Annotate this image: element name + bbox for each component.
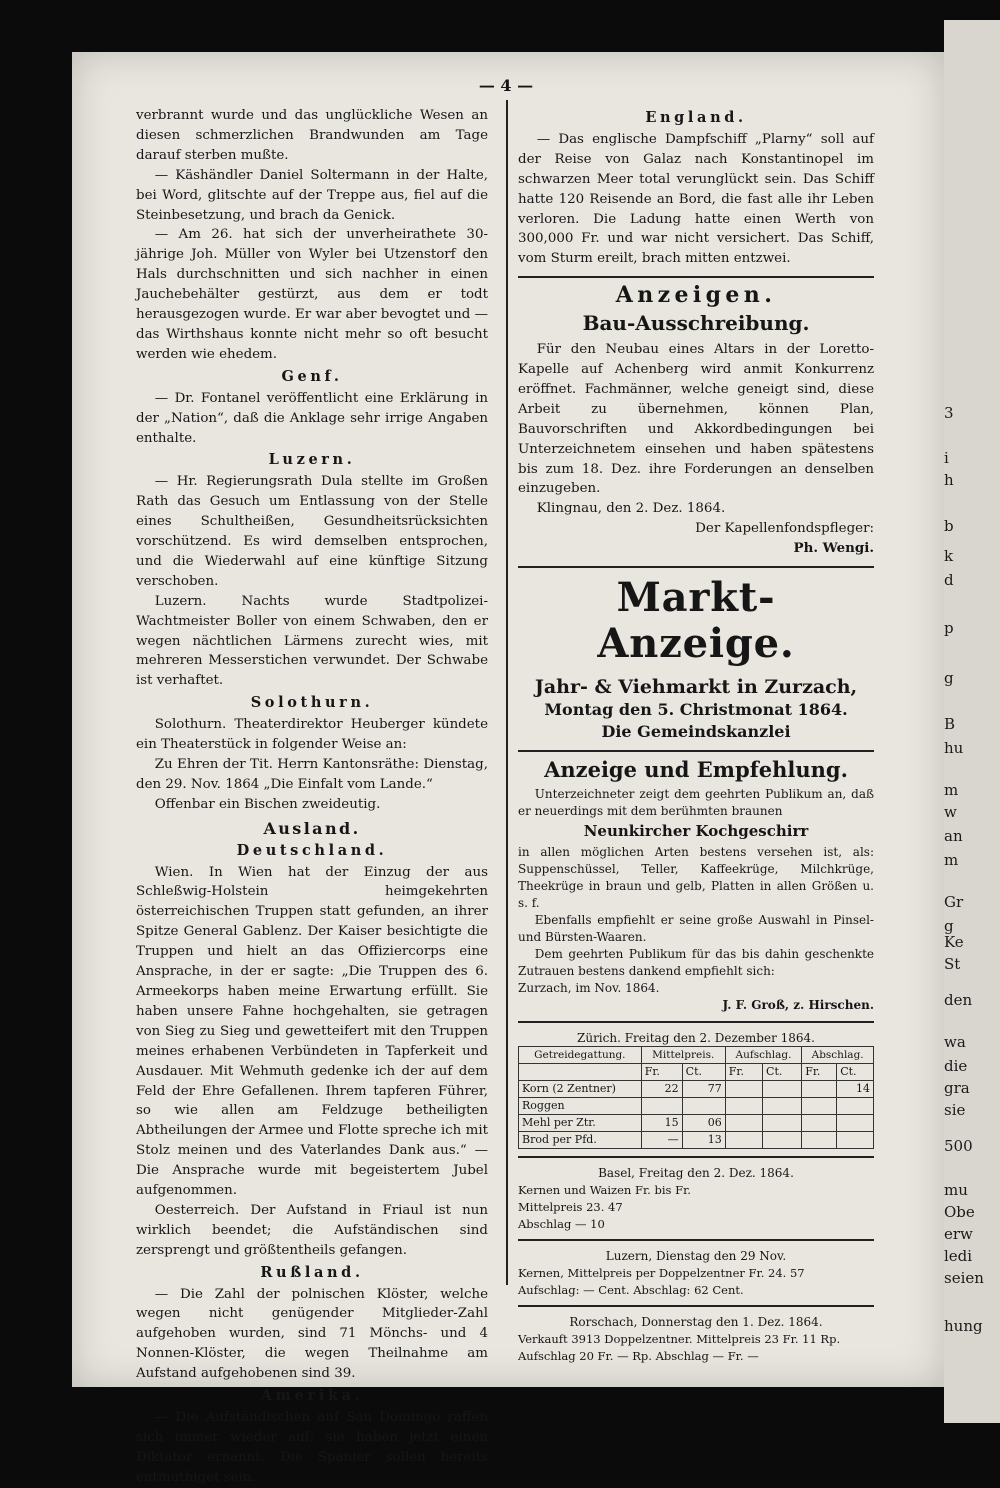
page-number: — 4 — [478,76,534,95]
section-heading-anzeigen: Anzeigen. [615,282,777,309]
table-cell: 77 [682,1080,725,1097]
ad-place-date: Zurzach, im Nov. 1864. [518,980,660,995]
edge-fragment: w [944,804,957,820]
ad-text: in allen möglichen Arten bestens versehen ist, als: Suppenschüssel, Teller, Kaffeekrüge, Milchkrüge, Theekrüge in braun und gelb, Platten in allen Größen u. s. f. [518,844,874,910]
table-cell: Ct. [682,1063,725,1080]
ad-title: Anzeige und Empfehlung. [544,757,848,783]
edge-fragment: 500 [944,1138,973,1154]
edge-fragment: gra [944,1080,970,1096]
article-paragraph: Oesterreich. Der Aufstand in Friaul ist nun wirklich beendet; die Aufständischen sind zersprengt und größtentheils gefangen. [136,1202,488,1258]
table-header: Mittelpreis. [641,1046,725,1063]
table-cell: Korn (2 Zentner) [519,1080,642,1097]
ad-title: Markt-Anzeige. [597,574,795,668]
edge-fragment: Gr [944,894,964,910]
table-cell [763,1131,802,1148]
section-heading-genf: Genf. [281,367,343,385]
article-paragraph: — Dr. Fontanel veröffentlicht eine Erklärung in der „Nation“, daß die Anklage sehr irrige Angaben enthalte. [136,390,488,446]
edge-fragment: m [944,782,959,798]
section-heading-ausland: Ausland. [263,818,361,838]
table-row [519,1080,874,1097]
article-paragraph: Zu Ehren der Tit. Herrn Kantonsräthe: Dienstag, den 29. Nov. 1864 „Die Einfalt vom Lande.“ [136,757,488,792]
article-paragraph: — Hr. Regierungsrath Dula stellte im Großen Rath das Gesuch um Entlassung von der Stelle eines Schultheißen, Gesundheitsrücksichten vorschützend. Es wird demselben entsprochen, und die Wiederwahl auf eine künftige Sitzung verschoben. [136,474,488,589]
edge-fragment: g [944,670,954,686]
section-heading-solothurn: Solothurn. [250,694,374,712]
article-paragraph: Solothurn. Theaterdirektor Heuberger kündete ein Theaterstück in folgender Weise an: [136,717,488,753]
table-row [519,1131,874,1148]
table-cell [682,1097,725,1114]
table-cell: Mehl per Ztr. [519,1114,642,1131]
table-cell [519,1063,642,1080]
table-cell [802,1097,837,1114]
article-paragraph: Offenbar ein Bischen zweideutig. [154,796,381,812]
edge-fragment: erw [944,1226,973,1242]
table-cell [725,1097,762,1114]
table-cell [725,1131,762,1148]
divider [518,566,874,568]
table-header: Abschlag. [802,1046,874,1063]
table-cell [725,1080,762,1097]
article-paragraph: — Das englische Dampfschiff „Plarny“ soll auf der Reise von Galaz nach Konstantinopel im schwarzen Meer total verunglückt sein. Das Schiff hatte 120 Reisende an Bord, die fast alle ihr Leben verloren. Die Ladung hatte einen Werth von 300,000 Fr. und war nicht versichert. Das Schiff, vom Sturm ereilt, brach mitten entzwei. [518,131,874,267]
ad-headline: Montag den 5. Christmonat 1864. [544,700,848,720]
ad-text: Dem geehrten Publikum für das bis dahin geschenkte Zutrauen bestens dankend empfiehlt sich: [518,946,874,978]
table-row [519,1114,874,1131]
table-cell [837,1097,874,1114]
market-report-line: Aufschlag: — Cent. Abschlag: 62 Cent. [518,1282,744,1297]
edge-fragment: B [944,716,956,732]
table-cell: 15 [641,1114,682,1131]
ad-signature-name: Ph. Wengi. [793,540,874,557]
left-column [136,106,488,1488]
ad-place-date: Klingnau, den 2. Dez. 1864. [536,501,726,517]
section-heading-amerika: Amerika. [260,1387,364,1405]
table-cell [802,1131,837,1148]
ad-signature-name: J. F. Groß, z. Hirschen. [722,997,874,1012]
table-cell [763,1080,802,1097]
table-cell: 14 [837,1080,874,1097]
table-cell: Roggen [519,1097,642,1114]
table-cell: 22 [641,1080,682,1097]
section-heading-england: England. [645,109,747,126]
edge-fragment: seien [944,1270,984,1286]
divider [518,1305,874,1307]
adjacent-page-edge [944,20,1000,1423]
article-paragraph: Luzern. Nachts wurde Stadtpolizei-Wachtmeister Boller von einem Schwaben, den er wegen nächtlichen Lärmens zurecht wies, mit mehreren Messerstichen verwundet. Der Schwabe ist verhaftet. [136,593,488,689]
edge-fragment: m [944,852,959,868]
market-report-heading: Luzern, Dienstag den 29 Nov. [605,1248,787,1263]
ad-text: Für den Neubau eines Altars in der Loretto-Kapelle auf Achenberg wird anmit Konkurrenz eröffnet. Fachmänner, welche geneigt sind, diese Arbeit zu übernehmen, können Plan, Bauvorschriften und Akkordbedingungen bei Unterzeichnetem einsehen und haben spätestens bis zum 18. Dez. ihre Forderungen an denselben einzugeben. [518,342,874,497]
ad-text: Ebenfalls empfiehlt er seine große Auswahl in Pinsel- und Bürsten-Waaren. [518,912,874,944]
market-report-line: Kernen, Mittelpreis per Doppelzentner Fr. 24. 57 [518,1265,805,1280]
column-divider [506,100,508,1285]
edge-fragment: wa [944,1034,966,1050]
right-column [518,106,874,1366]
edge-fragment: p [944,620,954,636]
market-report-heading: Zürich. Freitag den 2. Dezember 1864. [577,1030,815,1045]
divider [518,750,874,752]
edge-fragment: sie [944,1102,966,1118]
divider [518,1239,874,1241]
ad-headline: Jahr- & Viehmarkt in Zurzach, [534,676,858,699]
edge-fragment: b [944,518,954,534]
table-cell [802,1114,837,1131]
table-cell: — [641,1131,682,1148]
table-cell [641,1097,682,1114]
edge-fragment: Ke [944,934,964,950]
table-cell [837,1114,874,1131]
ad-signature-role: Der Kapellenfondspfleger: [695,521,874,537]
edge-fragment: die [944,1058,968,1074]
table-cell [837,1131,874,1148]
edge-fragment: St [944,956,961,972]
market-report-heading: Basel, Freitag den 2. Dez. 1864. [598,1165,794,1180]
edge-fragment: an [944,828,963,844]
table-cell: Fr. [641,1063,682,1080]
market-report-line: Abschlag — 10 [518,1216,605,1231]
edge-fragment: hung [944,1318,983,1334]
divider [518,1156,874,1158]
table-cell: Fr. [725,1063,762,1080]
article-paragraph: — Die Zahl der polnischen Klöster, welche wegen nicht genügender Mitglieder-Zahl aufgehoben wurden, sind 71 Mönchs- und 4 Nonnen-Klöster, die wegen Theilnahme am Aufstand aufgehobenen sind 39. [136,1286,488,1382]
ad-text: Unterzeichneter zeigt dem geehrten Publikum an, daß er neuerdings mit dem berühmten braunen [518,786,874,818]
edge-fragment: Obe [944,1204,975,1220]
ad-product: Neunkircher Kochgeschirr [583,821,809,840]
table-cell: 13 [682,1131,725,1148]
section-heading-russland: Rußland. [260,1263,364,1281]
edge-fragment: d [944,572,954,588]
article-paragraph: — Die Aufständischen auf San Domingo raffen sich immer wieder auf; sie haben jetzt einen Diktator ernannt. Die Spanier sollen bereits entmuthiget sein. [136,1410,488,1485]
table-cell [725,1114,762,1131]
edge-fragment: ledi [944,1248,973,1264]
article-paragraph: verbrannt wurde und das unglückliche Wesen an diesen schmerzlichen Brandwunden am Tage darauf sterben mußte. [136,108,488,163]
market-price-table [518,1046,874,1149]
article-paragraph: — Am 26. hat sich der unverheirathete 30-jährige Joh. Müller von Wyler bei Utzenstorf den Hals durchschnitten und sich nachher in einen Jauchebehälter gestürzt, aus dem er todt herausgezogen wurde. Er war aber bevogtet und — das Wirthshaus konnte nicht mehr so oft besucht werden wie ehedem. [136,227,488,362]
market-report-heading: Rorschach, Donnerstag den 1. Dez. 1864. [569,1314,823,1329]
table-cell: 06 [682,1114,725,1131]
table-cell: Ct. [763,1063,802,1080]
table-cell [763,1097,802,1114]
edge-fragment: den [944,992,973,1008]
table-cell: Ct. [837,1063,874,1080]
divider [518,276,874,278]
edge-fragment: mu [944,1182,968,1198]
market-report-line: Aufschlag 20 Fr. — Rp. Abschlag — Fr. — [518,1348,759,1363]
divider [518,1021,874,1023]
table-cell: Brod per Pfd. [519,1131,642,1148]
section-heading-deutschland: Deutschland. [236,841,388,859]
edge-fragment: hu [944,740,964,756]
table-header: Aufschlag. [725,1046,801,1063]
market-report-line: Verkauft 3913 Doppelzentner. Mittelpreis 23 Fr. 11 Rp. [518,1331,841,1346]
table-row [519,1097,874,1114]
table-cell [802,1080,837,1097]
article-paragraph: Wien. In Wien hat der Einzug der aus Schleßwig-Holstein heimgekehrten österreichischen Truppen statt gefunden, an ihrer Spitze General Gablenz. Der Kaiser besichtigte die Truppen und hielt an das Offiziercorps eine Ansprache, in der er sagte: „Die Truppen des 6. Armeekorps haben meine Erwartung erfüllt. Sie haben unsere Fahne hochgehalten, sie getragen von Sieg zu Sieg und gewetteifert mit den Truppen meines erhabenen Verbündeten in Tapferkeit und Ausdauer. Mit Wehmuth gedenke ich der auf dem Feld der Ehre Gefallenen. Ihrem tapferen Führer, so wie allen am Feldzuge betheiligten Abtheilungen der Armee und Flotte spreche ich mit Stolz meinen und des Vaterlandes Dank aus.“ — Die Ansprache wurde mit begeistertem Jubel aufgenommen. [136,864,488,1199]
table-cell: Fr. [802,1063,837,1080]
market-report-line: Mittelpreis 23. 47 [518,1199,623,1214]
table-cell [763,1114,802,1131]
ad-signature-name: Die Gemeindskanzlei [601,722,791,742]
edge-fragment: h [944,472,954,488]
edge-fragment: g [944,918,954,934]
edge-fragment: 3 [944,405,954,421]
section-heading-luzern: Luzern. [268,451,356,469]
table-header: Getreidegattung. [519,1046,642,1063]
article-paragraph: — Käshändler Daniel Soltermann in der Halte, bei Word, glitschte auf der Treppe aus, fiel auf die Steinbesetzung, und brach da Genick. [136,167,488,223]
ad-title: Bau-Ausschreibung. [582,311,810,336]
edge-fragment: i [944,450,949,466]
market-report-line: Kernen und Waizen Fr. bis Fr. [518,1182,691,1197]
edge-fragment: k [944,548,954,564]
